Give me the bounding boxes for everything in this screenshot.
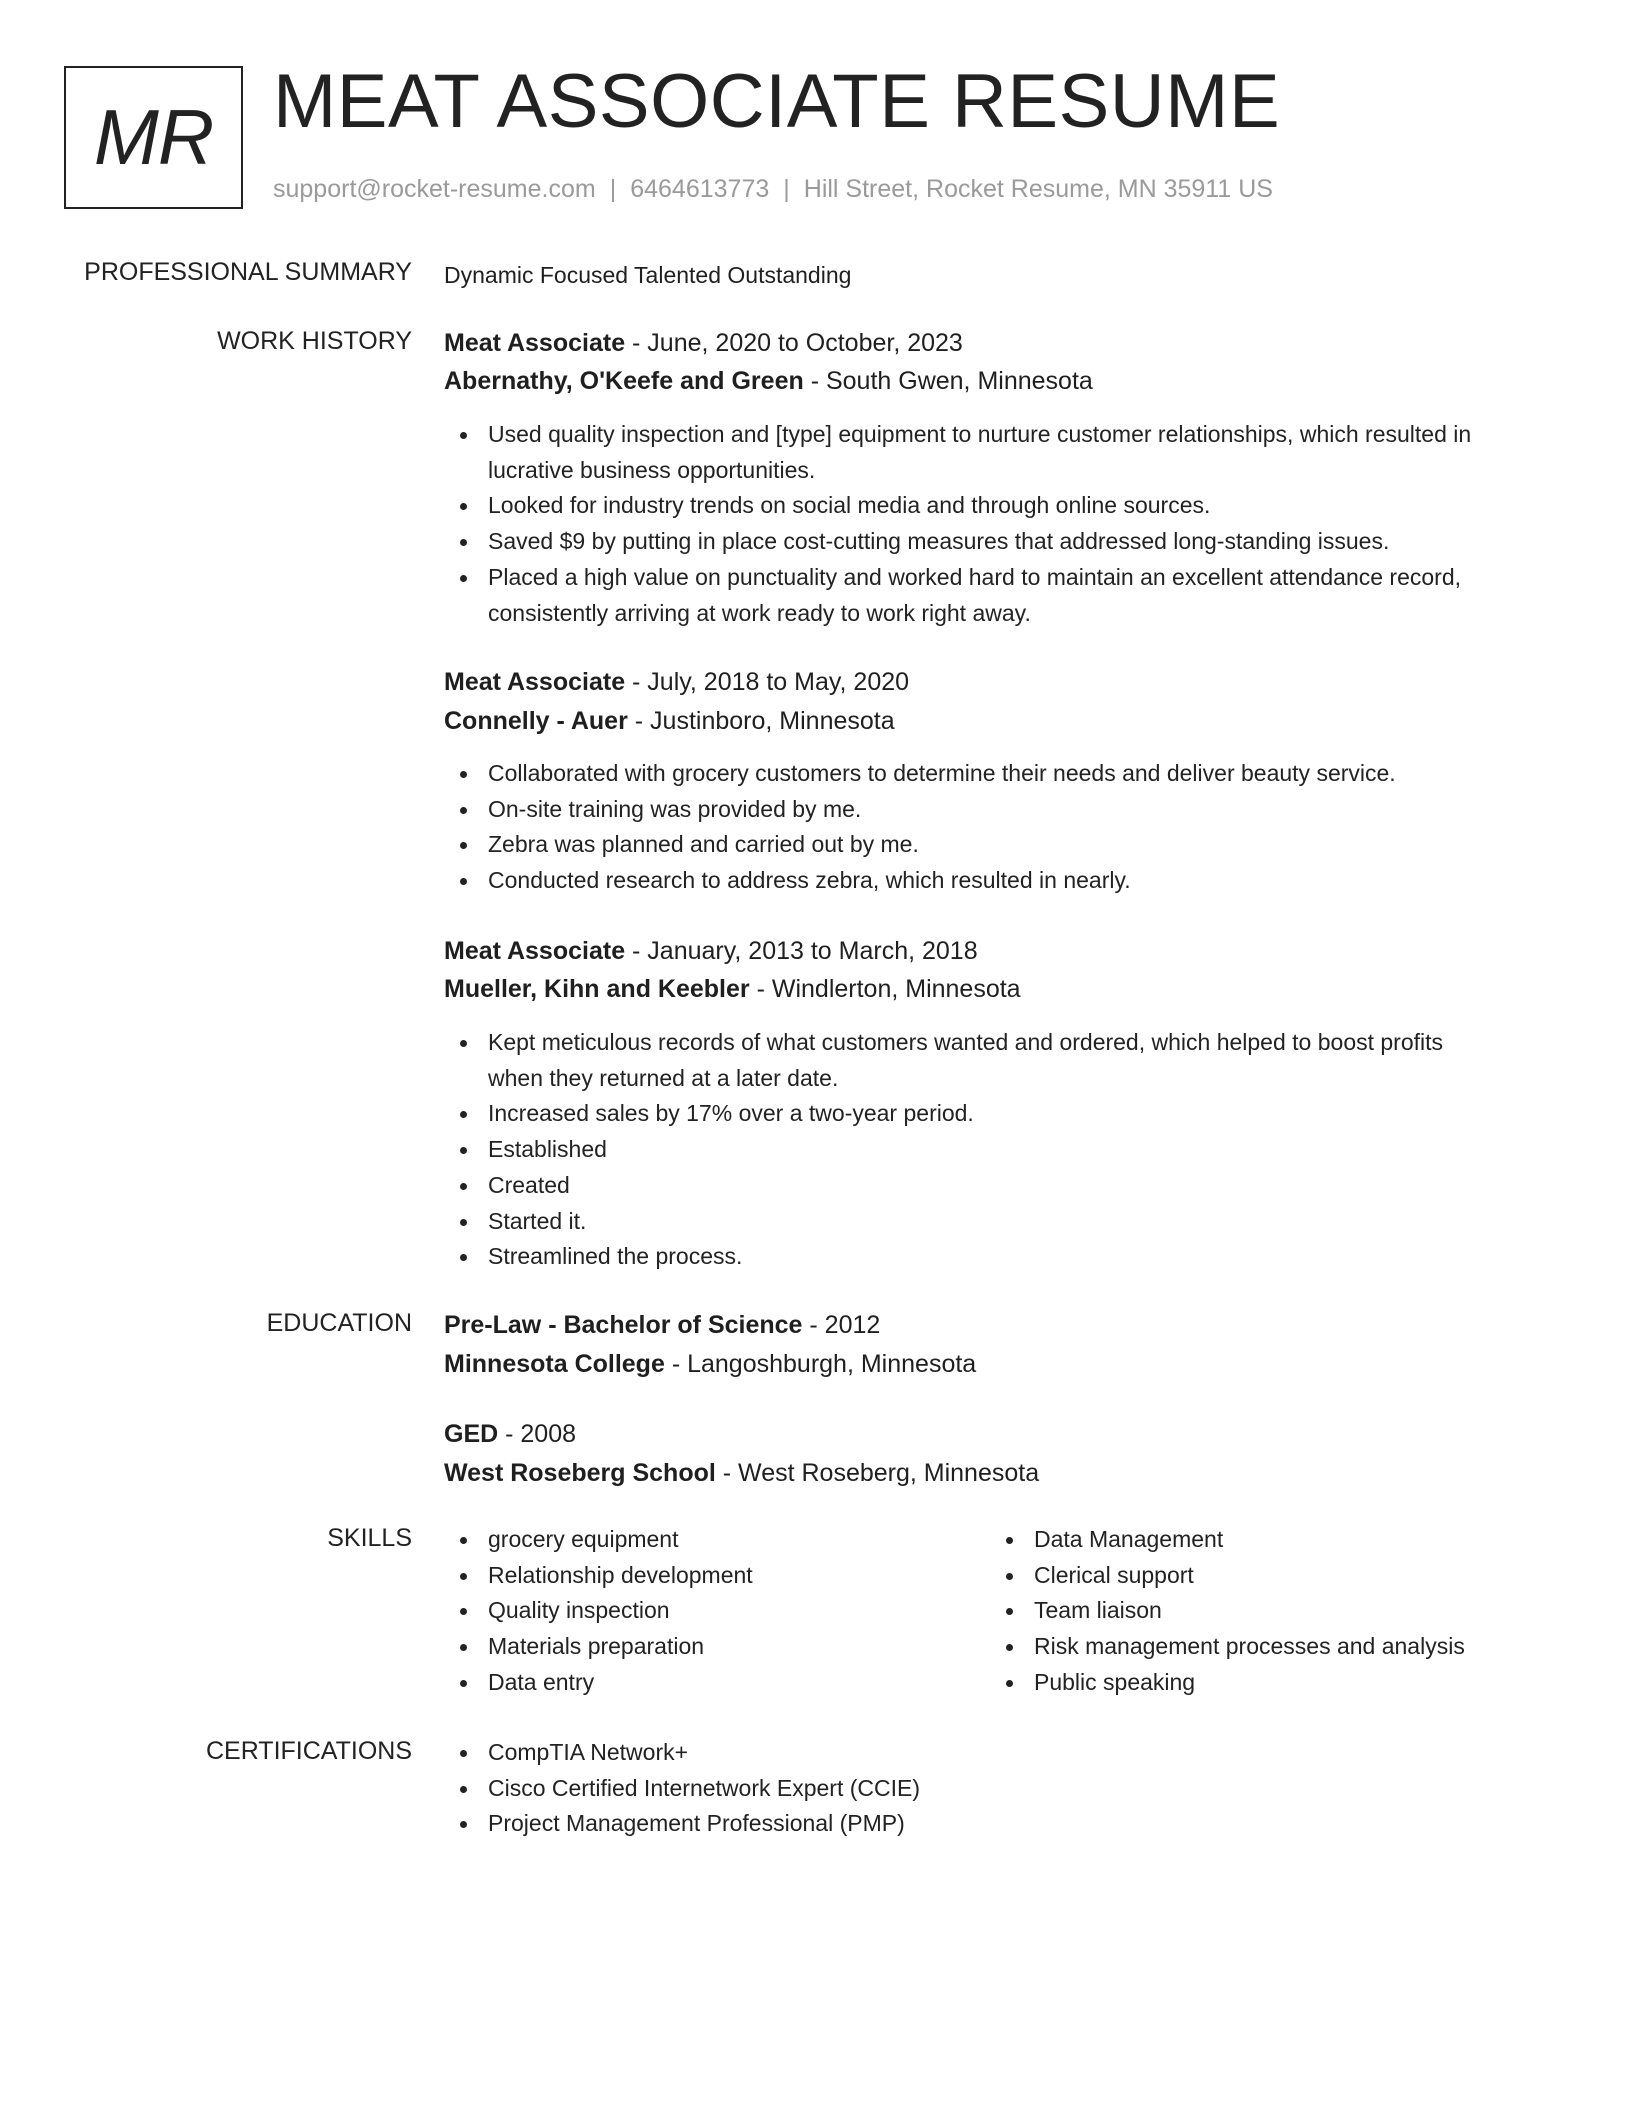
school-line [444, 1454, 1564, 1492]
skills-list-left [444, 1522, 984, 1701]
bullet-item: Zebra was planned and carried out by me. [444, 827, 1564, 863]
school-line [444, 1345, 1564, 1383]
section-label-summary: PROFESSIONAL SUMMARY [84, 258, 412, 286]
contact-address: Hill Street, Rocket Resume, MN 35911 US [803, 175, 1273, 203]
job-title-line [444, 324, 1564, 362]
job-title: Meat Associate [444, 668, 626, 696]
job-location: - South Gwen, Minnesota [803, 367, 1093, 395]
monogram-box [64, 66, 243, 209]
bullet-item: Started it. [444, 1204, 1564, 1240]
contact-line [273, 175, 1273, 204]
section-label-education: EDUCATION [266, 1309, 412, 1337]
skills-list-right [990, 1522, 1550, 1701]
summary-text: Dynamic Focused Talented Outstanding [444, 262, 852, 288]
contact-email: support@rocket-resume.com [273, 175, 596, 203]
section-label-skills: SKILLS [327, 1524, 412, 1552]
degree-name: GED [444, 1420, 499, 1448]
contact-separator: | [609, 175, 617, 203]
job-company: Connelly - Auer [444, 707, 628, 735]
certifications-list [444, 1735, 1564, 1842]
monogram-initials: MR [93, 93, 214, 181]
certification-item: Cisco Certified Internetwork Expert (CCIE) [444, 1771, 1564, 1807]
education-entry [444, 1306, 1564, 1383]
bullet-item: Looked for industry trends on social media and through online sources. [444, 488, 1564, 524]
job-bullets [444, 1025, 1564, 1275]
job-entry [444, 663, 1564, 740]
degree-year: - 2008 [498, 1420, 577, 1448]
school-name: West Roseberg School [444, 1459, 716, 1487]
certification-item: Project Management Professional (PMP) [444, 1806, 1564, 1842]
bullet-item: Collaborated with grocery customers to determine their needs and deliver beauty service. [444, 756, 1564, 792]
education-entry [444, 1415, 1564, 1492]
bullet-item: Conducted research to address zebra, which resulted in nearly. [444, 863, 1564, 899]
degree-year: - 2012 [802, 1311, 881, 1339]
job-company: Abernathy, O'Keefe and Green [444, 367, 804, 395]
bullet-item: Established [444, 1132, 1564, 1168]
bullet-item: Created [444, 1168, 1564, 1204]
school-name: Minnesota College [444, 1350, 665, 1378]
job-bullets [444, 756, 1564, 899]
job-company: Mueller, Kihn and Keebler [444, 975, 750, 1003]
skill-item: Clerical support [990, 1558, 1550, 1594]
job-dates: - January, 2013 to March, 2018 [625, 937, 978, 965]
job-company-line [444, 702, 1564, 740]
job-entry [444, 932, 1564, 1008]
resume-title: MEAT ASSOCIATE RESUME [273, 59, 1281, 144]
school-location: - Langoshburgh, Minnesota [664, 1350, 977, 1378]
bullet-item: Kept meticulous records of what customers wanted and ordered, which helped to boost profits when they returned at a later date. [444, 1025, 1564, 1096]
job-title: Meat Associate [444, 937, 626, 965]
job-title-line [444, 932, 1564, 970]
degree-name: Pre-Law - Bachelor of Science [444, 1311, 803, 1339]
skill-item: Data Management [990, 1522, 1550, 1558]
job-dates: - July, 2018 to May, 2020 [625, 668, 910, 696]
skills-grid [444, 1522, 1564, 1712]
skill-item: Risk management processes and analysis [990, 1629, 1550, 1665]
section-label-work: WORK HISTORY [217, 327, 412, 355]
bullet-item: Placed a high value on punctuality and worked hard to maintain an excellent attendance record, consistently arriving at work ready to work right away. [444, 560, 1564, 631]
contact-separator: | [783, 175, 790, 203]
job-entry [444, 324, 1564, 400]
contact-phone: 6464613773 [630, 175, 770, 203]
job-title: Meat Associate [444, 329, 626, 357]
skill-item: Data entry [444, 1665, 984, 1701]
job-company-line [444, 362, 1564, 400]
skill-item: Quality inspection [444, 1593, 984, 1629]
job-bullets [444, 417, 1564, 631]
skill-item: Team liaison [990, 1593, 1550, 1629]
job-dates: - June, 2020 to October, 2023 [625, 329, 963, 357]
bullet-item: Used quality inspection and [type] equipment to nurture customer relationships, which resulted in lucrative business opportunities. [444, 417, 1564, 488]
bullet-item: Streamlined the process. [444, 1239, 1564, 1275]
bullet-item: Increased sales by 17% over a two-year period. [444, 1096, 1564, 1132]
degree-line [444, 1415, 1564, 1453]
job-location: - Justinboro, Minnesota [627, 707, 895, 735]
skill-item: Public speaking [990, 1665, 1550, 1701]
skill-item: Relationship development [444, 1558, 984, 1594]
job-company-line [444, 970, 1564, 1008]
bullet-item: On-site training was provided by me. [444, 792, 1564, 828]
skill-item: grocery equipment [444, 1522, 984, 1558]
section-label-certifications: CERTIFICATIONS [205, 1737, 412, 1765]
job-title-line [444, 663, 1564, 701]
skill-item: Materials preparation [444, 1629, 984, 1665]
job-location: - Windlerton, Minnesota [749, 975, 1021, 1003]
bullet-item: Saved $9 by putting in place cost-cutting measures that addressed long-standing issues. [444, 524, 1564, 560]
certification-item: CompTIA Network+ [444, 1735, 1564, 1771]
school-location: - West Roseberg, Minnesota [715, 1459, 1040, 1487]
degree-line [444, 1306, 1564, 1344]
